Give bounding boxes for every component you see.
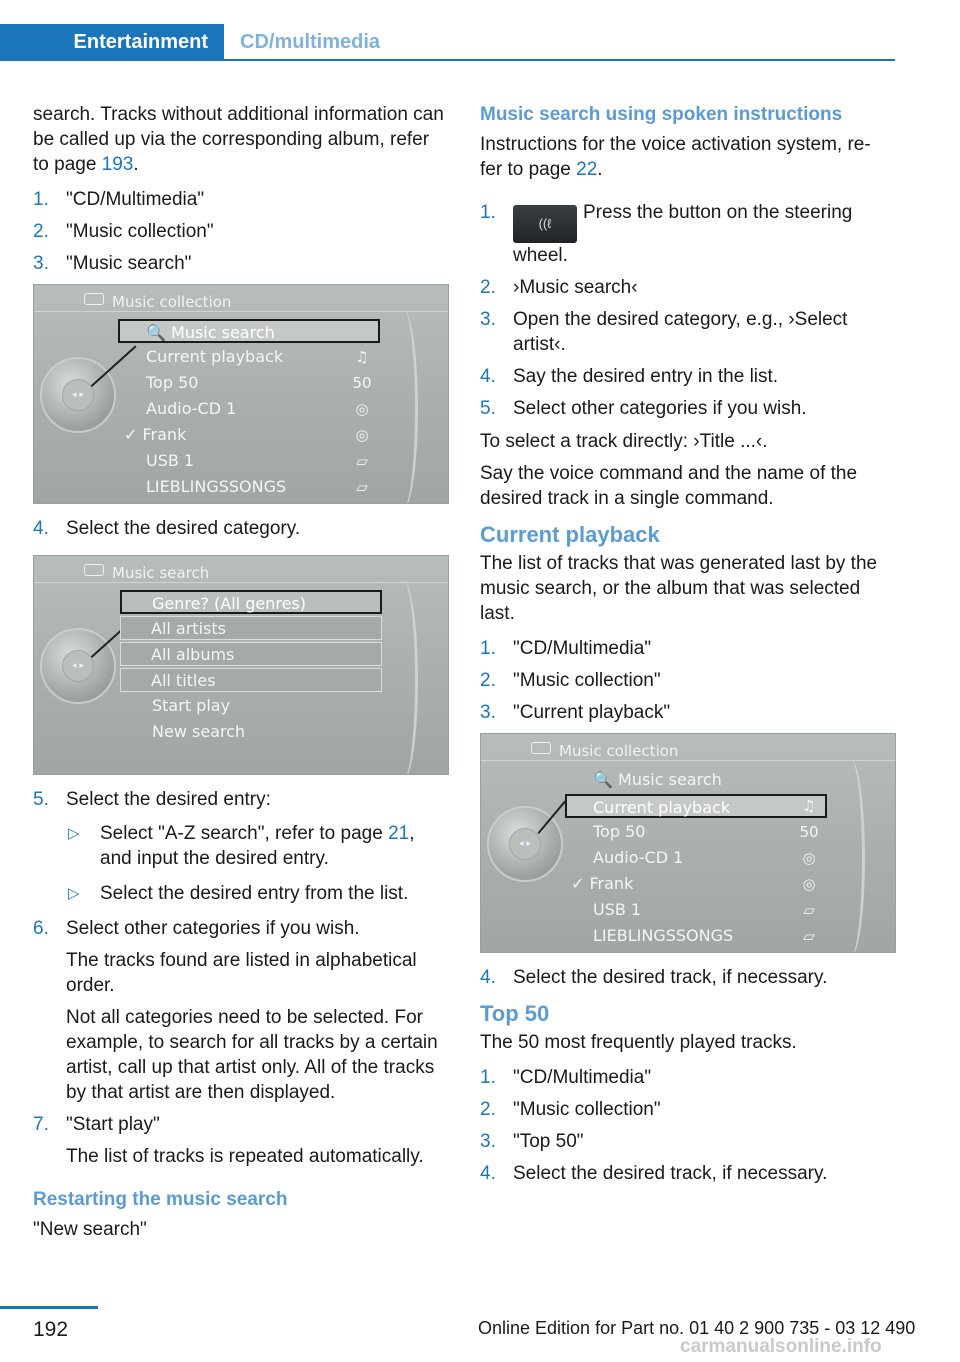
checkmark-icon: ✓	[571, 874, 585, 893]
section-tab[interactable]: Entertainment	[0, 24, 224, 61]
voice-heading: Music search using spoken instructions	[480, 104, 843, 125]
menu-item-top-50[interactable]: Top 50	[593, 822, 646, 841]
page-link-193[interactable]: 193	[101, 154, 134, 175]
current-steps-list	[480, 636, 896, 725]
list-item: 1. "CD/Multimedia"	[33, 189, 205, 210]
footer-rule	[0, 1306, 98, 1309]
list-item: 3. Open the desired category, e.g., ›Select artist‹.	[480, 309, 848, 355]
left-column	[33, 102, 449, 1249]
voice-paragraph: Instructions for the voice activation system, re- fer to page 22.	[480, 134, 871, 180]
idrive-screen-current-playback	[480, 733, 896, 953]
menu-item-lieblingssongs[interactable]: LIEBLINGSSONGS	[146, 477, 287, 496]
screen-title: Music collection	[112, 293, 232, 311]
list-item: 1. "CD/Multimedia"	[480, 638, 652, 659]
menu-item-current-playback[interactable]: Current playback	[146, 347, 284, 366]
list-item: 2. "Music collection"	[480, 1099, 661, 1120]
cd-icon: ◎	[355, 426, 369, 444]
list-item: 2. "Music collection"	[33, 221, 214, 242]
list-item: 4. Select the desired category.	[33, 518, 301, 539]
menu-item-frank[interactable]: ✓ Frank	[124, 425, 187, 444]
direct-text-2: Say the voice command and the name of the desired track in a single command.	[480, 463, 858, 509]
list-item: 6. Select other categories if you wish. The tracks found are listed in alphabetical order. Not all categories need to be selected. For example, to search for all tracks by a certain artist, call up that artist only. All of the tracks by that artist are then displayed.	[33, 918, 438, 1103]
menu-item-genre[interactable]: Genre? (All genres)	[120, 590, 382, 614]
steps-list-c	[33, 787, 449, 1169]
current-playback-text: The list of tracks that was generated last by the music search, or the album that was selected last.	[480, 553, 878, 624]
settings-icon	[531, 742, 551, 754]
menu-item-lieblingssongs[interactable]: LIEBLINGSSONGS	[593, 926, 734, 945]
search-icon: 🔍	[593, 770, 613, 789]
playlist-icon: ♫	[355, 348, 369, 366]
top50-heading: Top 50	[480, 1001, 550, 1026]
cd-icon: ◎	[355, 400, 369, 418]
menu-item-all-artists[interactable]: All artists	[120, 616, 382, 640]
list-item: 7. "Start play" The list of tracks is repeated automatically.	[33, 1114, 424, 1167]
folder-icon: ▱	[803, 927, 815, 945]
intro-paragraph: search. Tracks without additional information can be called up via the corresponding album, refer to page 193.	[33, 104, 444, 175]
sub-list-item: ▷ Select "A-Z search", refer to page 21, and input the desired entry.	[68, 823, 415, 869]
steps-list-a	[33, 187, 449, 276]
page-header	[0, 24, 895, 62]
menu-item-audio-cd[interactable]: Audio-CD 1	[146, 399, 237, 418]
subsection-tab[interactable]: CD/multimedia	[240, 31, 381, 53]
settings-icon	[84, 293, 104, 305]
menu-item-audio-cd[interactable]: Audio-CD 1	[593, 848, 684, 867]
folder-icon: ▱	[356, 478, 368, 496]
idrive-screen-music-search	[33, 555, 449, 775]
controller-knob-icon: ◂ ▸	[487, 806, 563, 882]
menu-item-usb[interactable]: USB 1	[593, 900, 642, 919]
menu-item-music-search[interactable]: 🔍 Music search	[118, 319, 380, 343]
restart-text: "New search"	[33, 1219, 147, 1240]
folder-icon: ▱	[803, 901, 815, 919]
menu-item-new-search[interactable]: New search	[152, 722, 246, 741]
checkmark-icon: ✓	[124, 425, 138, 444]
header-rule	[0, 59, 895, 61]
menu-item-all-albums[interactable]: All albums	[120, 642, 382, 666]
current-step4-list	[480, 965, 896, 990]
list-item: 1. "CD/Multimedia"	[480, 1067, 652, 1088]
page-link-21[interactable]: 21	[388, 823, 410, 844]
page-link-22[interactable]: 22	[576, 159, 598, 180]
list-item: 4. Select the desired track, if necessary.	[480, 1163, 828, 1184]
direct-text-1: To select a track directly: ›Title ...‹.	[480, 431, 768, 452]
menu-item-music-search[interactable]: 🔍 Music search	[593, 770, 722, 789]
list-item: 4. Select the desired track, if necessary.	[480, 967, 828, 988]
sub-list	[66, 821, 449, 906]
controller-knob-icon: ◂ ▸	[40, 628, 116, 704]
idrive-screen-music-collection	[33, 284, 449, 504]
voice-steps-list	[480, 200, 896, 421]
list-item: 4. Say the desired entry in the list.	[480, 366, 779, 387]
restart-heading: Restarting the music search	[33, 1189, 288, 1210]
screen-title: Music collection	[559, 742, 679, 760]
list-item: 5. Select other categories if you wish.	[480, 398, 807, 419]
menu-item-usb[interactable]: USB 1	[146, 451, 195, 470]
settings-icon	[84, 564, 104, 576]
list-item: 2. ›Music search‹	[480, 277, 638, 298]
top50-icon: 50	[352, 374, 372, 392]
list-item: 5. Select the desired entry: ▷ Select "A-Z search", refer to page 21, and input the desired entry. ▷ Select the desired entry from the list.	[33, 787, 449, 906]
triangle-bullet-icon: ▷	[68, 885, 80, 902]
steps-list-b	[33, 516, 449, 541]
top50-icon: 50	[799, 823, 819, 841]
list-item: 1. ((ℓPress the button on the steering wheel.	[480, 202, 853, 266]
menu-item-all-titles[interactable]: All titles	[120, 668, 382, 692]
watermark: carmanualsonline.info	[680, 1336, 882, 1357]
folder-icon: ▱	[356, 452, 368, 470]
current-playback-heading: Current playback	[480, 522, 660, 547]
menu-item-top-50[interactable]: Top 50	[146, 373, 199, 392]
menu-item-frank[interactable]: ✓ Frank	[571, 874, 634, 893]
playlist-icon: ♫	[802, 797, 816, 815]
menu-item-start-play[interactable]: Start play	[152, 696, 231, 715]
triangle-bullet-icon: ▷	[68, 825, 80, 842]
top50-steps-list	[480, 1065, 896, 1186]
search-icon: 🔍	[146, 323, 166, 342]
list-item: 2. "Music collection"	[480, 670, 661, 691]
sub-list-item: ▷ Select the desired entry from the list.	[68, 883, 409, 904]
edition-note: Online Edition for Part no. 01 40 2 900 735 - 03 12 490	[478, 1318, 916, 1338]
list-item: 3. "Music search"	[33, 253, 192, 274]
page-number: 192	[33, 1318, 69, 1341]
controller-knob-icon: ◂ ▸	[40, 357, 116, 433]
list-item: 3. "Top 50"	[480, 1131, 584, 1152]
cd-icon: ◎	[802, 849, 816, 867]
screen-title: Music search	[112, 564, 210, 582]
voice-button-icon: ((ℓ	[513, 205, 577, 243]
list-item: 3. "Current playback"	[480, 702, 671, 723]
top50-text: The 50 most frequently played tracks.	[480, 1032, 797, 1053]
right-column	[480, 102, 896, 1194]
cd-icon: ◎	[802, 875, 816, 893]
menu-item-current-playback[interactable]: Current playback	[565, 794, 827, 818]
